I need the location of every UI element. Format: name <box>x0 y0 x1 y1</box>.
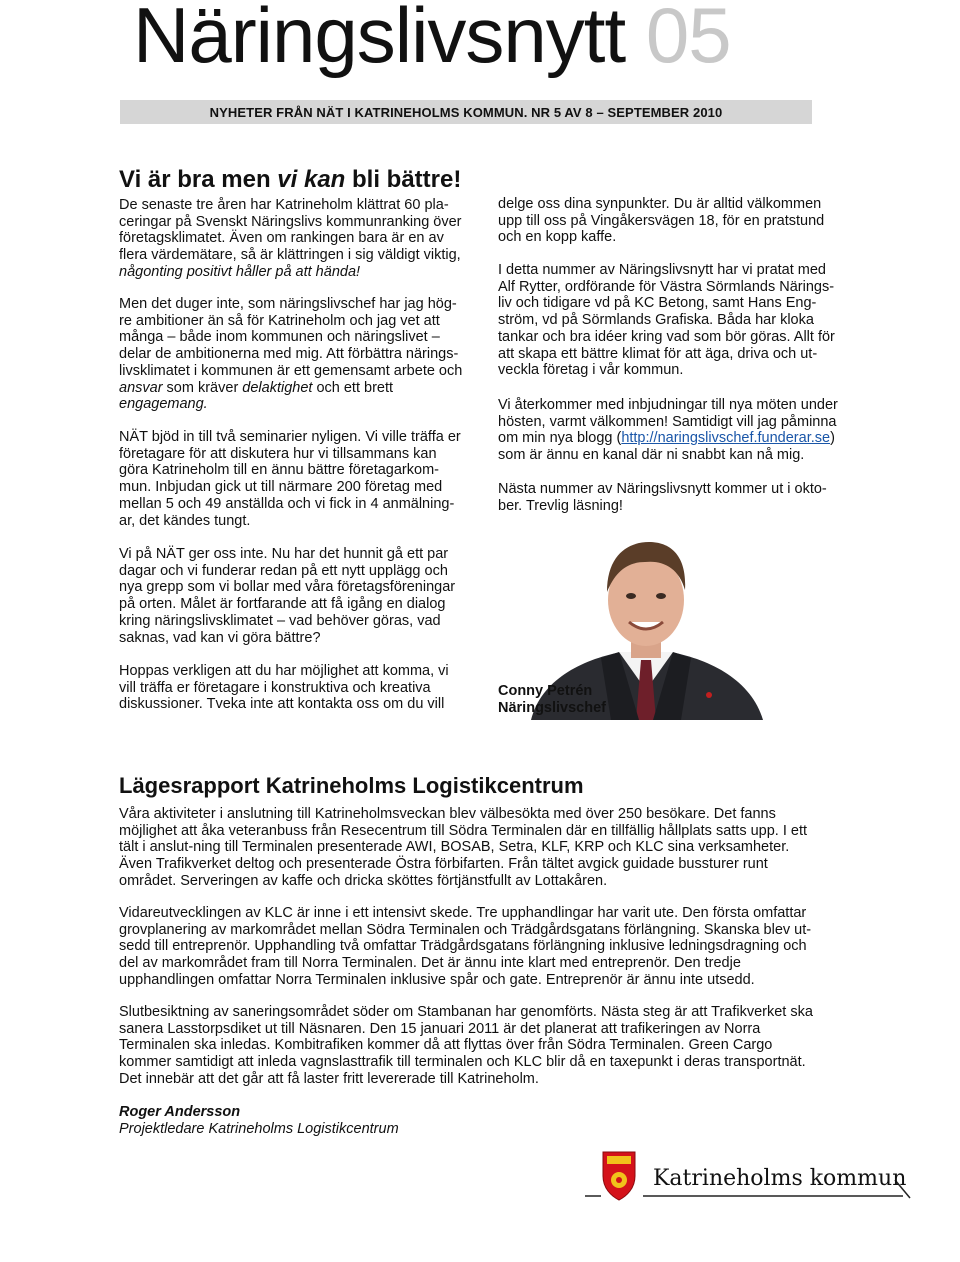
newsletter-name: Näringslivsnytt <box>133 0 626 79</box>
text: ) som är ännu en kanal där ni snabbt kan nå mig. <box>498 430 835 464</box>
paragraph <box>119 296 464 413</box>
paragraph: Våra aktiviteter i anslutning till Katrineholmsveckan blev välbesökta med över 250 besökare. Det fanns möjlighet att åka veteranbuss från Resecentrum till Södra Terminalen där en tillfällig hållplats satts upp. I ett tält i anslut-ning till Terminalen presenterade AWI, BOSAB, Setra, KLF, KRP och KLC sina verksamheter. Även Trafikverket deltog och presenterade Östra förbifarten. Från tältet avgick guidade bussturer runt området. Serveringen av kaffe och dricka sköttes förtjänstfullt av Lottakåren. <box>119 806 808 889</box>
text: Men det duger inte, som näringslivschef har jag hög-re ambitioner än så för Katrineholm och jag vet att många – både inom kommunen och näringslivet – delar de ambitionerna med mig. Att förbättra närings-livsklimatet i kommunen är ett gemensamt arbete och <box>119 296 463 379</box>
article-heading <box>119 166 461 194</box>
signature <box>119 1104 399 1138</box>
subtitle-bar <box>120 100 812 124</box>
blog-link[interactable]: http://naringslivschef.funderar.se <box>621 430 831 447</box>
signature-title: Näringslivschef <box>498 700 606 716</box>
signature <box>498 683 606 717</box>
paragraph: delge oss dina synpunkter. Du är alltid välkommen upp till oss på Vingåkersvägen 18, för en pratstund och en kopp kaffe. <box>498 196 825 246</box>
paragraph <box>119 197 464 281</box>
article-heading: Lägesrapport Katrineholms Logistikcentrum <box>119 773 584 798</box>
heading-emphasis: vi kan <box>277 166 346 193</box>
text: Vi återkommer med inbjudningar till nya möten under hösten, varmt välkommen! Samtidigt vill jag påminna om min nya blogg ( <box>498 397 838 447</box>
text: De senaste tre åren har Katrineholm klättrat 60 pla-ceringar på Svenskt Näringslivs kommunranking över företagsklimatet. Även om rankingen bara är en av flera värdemätare, så är klättringen i sig väldigt viktig, <box>119 197 462 264</box>
paragraph: Hoppas verkligen att du har möjlighet att komma, vi vill träffa er företagare i konstruktiva och kreativa diskussioner. Tveka inte att kontakta oss om du vill <box>119 663 449 713</box>
paragraph: Slutbesiktning av saneringsområdet söder om Stambanan har genomförts. Nästa steg är att Trafikverket ska sanera Lasstorpsdiket ut till Näsnaren. Den 15 januari 2011 är det planerat att trafikeringen av Norra Terminalen ska inledas. Kombitrafiken kommer då att flyttas över från Södra Terminalen. Green Cargo kommer samtidigt att inleda vagnslasttrafik till terminalen och KLC blir då en taxepunkt i deras transportnät. Det innebär att det går att få laster fritt levererade till Katrineholm. <box>119 1004 813 1087</box>
italic-text: engagemang. <box>119 396 208 413</box>
municipality-logo <box>585 1150 915 1202</box>
text: som kräver <box>162 379 243 396</box>
heading-part: Vi är bra men <box>119 166 278 193</box>
signature-name: Conny Petrén <box>498 683 593 699</box>
newsletter-title <box>133 0 731 80</box>
heading-part: bli bättre! <box>345 166 462 193</box>
paragraph <box>498 397 843 464</box>
paragraph: Vidareutvecklingen av KLC är inne i ett intensivt skede. Tre upphandlingar har varit ute. Den första omfattar grovplanering av markområdet mellan Södra Terminalen och Trädgårdsgatans förlängning. Skanska blev ut-sedd till entreprenör. Upphandling två omfattar Trädgårdsgatans förlängning inklusive ledningsdragning och del av markområdet fram till Norra Terminalen. Det är ännu inte klart med entreprenör. Den tredje upphandlingen omfattar Norra Terminalen inklusive spår och gate. Entreprenör är ännu inte utsedd. <box>119 905 812 988</box>
italic-text: ansvar <box>119 379 163 396</box>
text: och ett brett <box>312 379 394 396</box>
issue-number: 05 <box>645 0 731 79</box>
logo-text: Katrineholms kommun <box>653 1166 907 1191</box>
subtitle-text: NYHETER FRÅN NÄT I KATRINEHOLMS KOMMUN. NR 5 AV 8 – SEPTEMBER 2010 <box>209 104 723 120</box>
signature-name: Roger Andersson <box>119 1104 241 1120</box>
italic-text: delaktighet <box>242 379 313 396</box>
signature-title: Projektledare Katrineholms Logistikcentrum <box>119 1121 399 1137</box>
paragraph: Nästa nummer av Näringslivsnytt kommer ut i okto-ber. Trevlig läsning! <box>498 481 827 514</box>
paragraph: I detta nummer av Näringslivsnytt har vi pratat med Alf Rytter, ordförande för Västra Sörmlands Närings-liv och tidigare vd på KC Betong, samt Hans Eng-ström, vd på Sörmlands Grafiska. Båda har kloka tankar och bra idéer kring vad som bör göras. Allt för att skapa ett bättre klimat för att äga, driva och ut-veckla företag i vår kommun. <box>498 262 835 379</box>
paragraph: Vi på NÄT ger oss inte. Nu har det hunnit gå ett par dagar och vi funderar redan på ett nytt upplägg och nya grepp som vi bollar med våra företagsföreningar på orten. Målet är fortfarande att få igång en dialog kring näringslivsklimatet – vad behöver göras, vad saknas, vad kan vi göra bättre? <box>119 546 456 646</box>
italic-text: någonting positivt håller på att hända! <box>119 263 361 280</box>
paragraph: NÄT bjöd in till två seminarier nyligen. Vi ville träffa er företagare för att diskutera hur vi tillsammans kan göra Katrineholm till en ännu bättre företagarkom-mun. Inbjudan gick ut till närmare 200 företag med mellan 5 och 49 anställda och vi fick in 4 anmälning-ar, det kändes tungt. <box>119 429 461 529</box>
